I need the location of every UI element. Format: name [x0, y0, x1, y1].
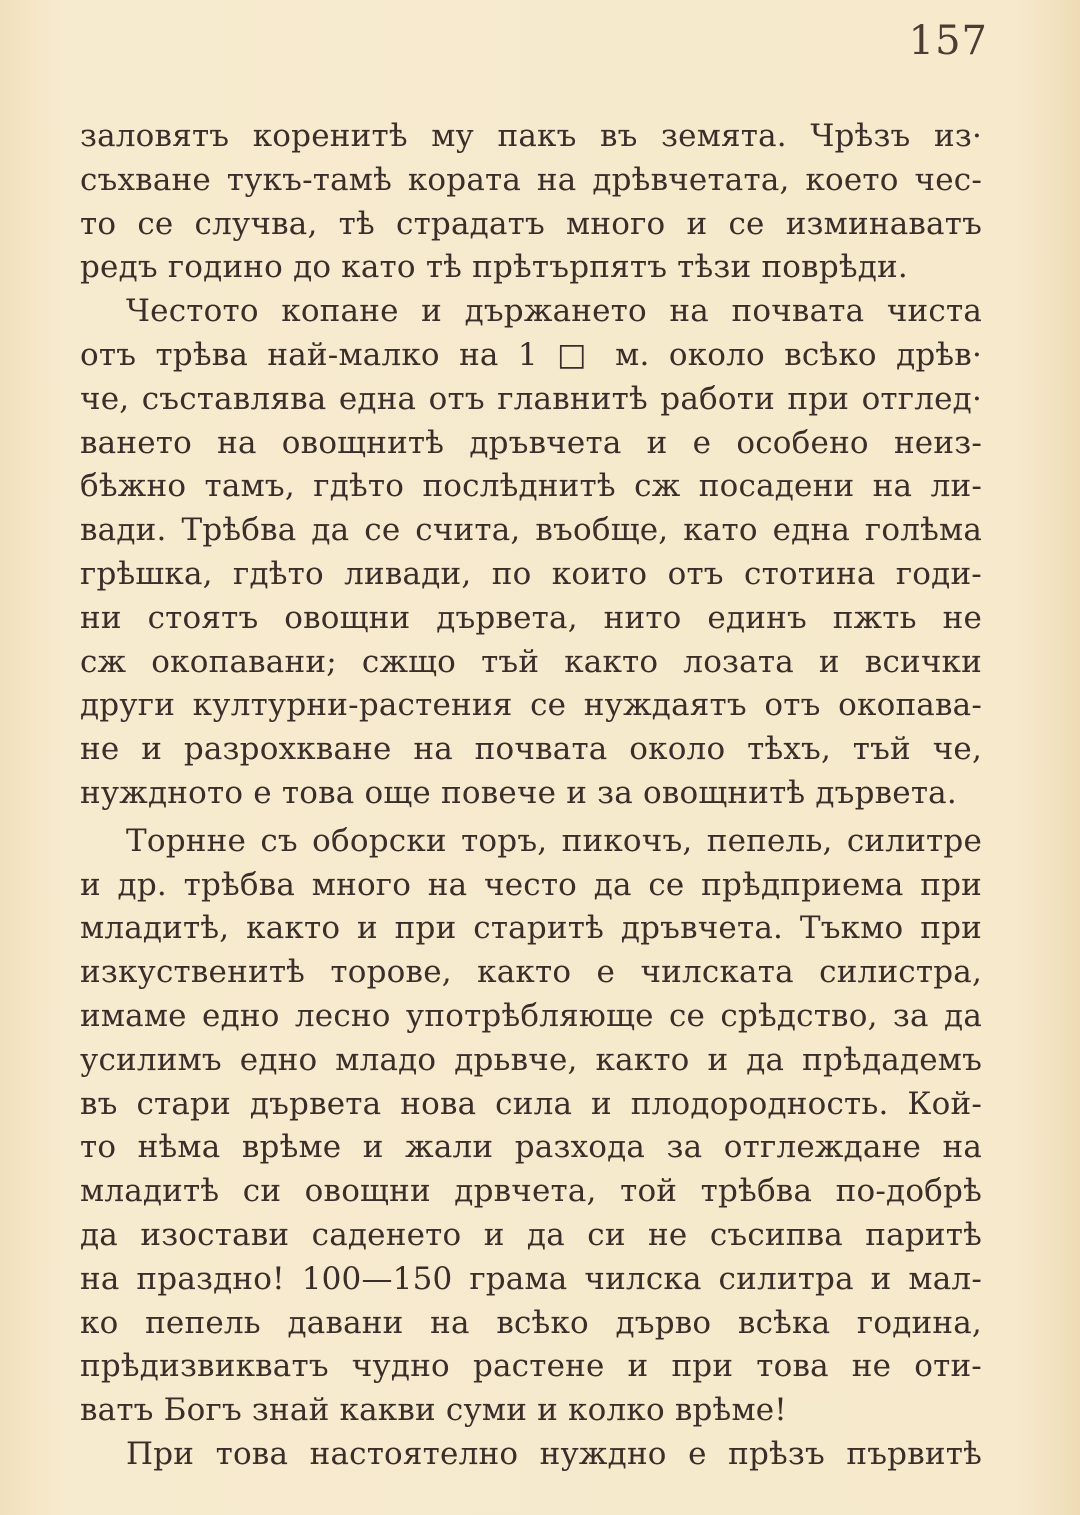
text-line: въ стари дървета нова сила и плодородность. Кой-: [80, 1085, 982, 1122]
text-line: не и разрохкване на почвата около тѣхъ, тъй че,: [80, 731, 982, 768]
text-line: на праздно! 100—150 грама чилска силитра и мал-: [80, 1260, 982, 1297]
text-line: отъ трѣва най-малко на 1 □ м. около всѣко дрѣв·: [80, 336, 982, 373]
text-line: то се случва, тѣ страдатъ много и се изминаватъ: [80, 205, 982, 242]
page-number: 157: [908, 18, 988, 64]
text-line: сж окопавани; сжщо тъй както лозата и всички: [80, 643, 982, 680]
paragraph-3: [80, 820, 982, 1433]
paragraph-1: [80, 115, 982, 290]
text-line: вади. Трѣбва да се счита, въобще, като една голѣма: [80, 512, 982, 549]
text-line: усилимъ едно младо дрьвче, както и да прѣдадемъ: [80, 1041, 982, 1078]
text-line: младитѣ си овощни дрвчета, той трѣбва по-добрѣ: [80, 1173, 982, 1210]
text-line: имаме едно лесно употрѣбляюще се срѣдство, за да: [80, 997, 982, 1034]
text-line: редъ годино до като тѣ прѣтърпятъ тѣзи поврѣди.: [80, 249, 908, 286]
text-line: други културни-растения се нуждаятъ отъ окопава-: [80, 687, 982, 724]
text-line: заловятъ коренитѣ му пакъ въ земята. Чрѣзъ из·: [80, 118, 982, 154]
body-text: [80, 115, 982, 1477]
text-line: При това настоятелно нуждно е прѣзъ първитѣ: [126, 1435, 982, 1472]
text-line: да изостави саденето и да си не съсипва паритѣ: [80, 1216, 982, 1253]
text-line: ването на овощнитѣ дръвчета и е особено неиз-: [80, 424, 982, 461]
text-line: то нѣма врѣме и жали разхода за отглеждане на: [80, 1129, 982, 1166]
text-line: прѣдизвикватъ чудно растене и при това не оти-: [80, 1348, 982, 1385]
text-line: ни стоятъ овощни дървета, нито единъ пжть не: [80, 599, 982, 636]
text-line: младитѣ, както и при старитѣ дръвчета. Тъкмо при: [80, 910, 982, 947]
paragraph-2: [80, 290, 982, 816]
text-line: нуждното е това още повече и за овощнитѣ дървета.: [80, 774, 957, 811]
paragraph-4: [80, 1433, 982, 1477]
text-line: ко пепель давани на всѣко дърво всѣка година,: [80, 1304, 982, 1341]
text-line: бѣжно тамъ, гдѣто послѣднитѣ сж посадени на ли-: [80, 468, 982, 505]
text-line: Торнне съ оборски торъ, пикочъ, пепель, силитре: [126, 822, 982, 859]
text-line: съхване тукъ-тамѣ кората на дрѣвчетата, което чес-: [80, 161, 982, 198]
text-line: грѣшка, гдѣто ливади, по които отъ стотина годи-: [80, 555, 982, 592]
text-line: и др. трѣбва много на често да се прѣдприема при: [80, 866, 982, 903]
text-line: че, съставлява една отъ главнитѣ работи при отглед·: [80, 380, 982, 417]
text-line: изкуственитѣ торове, както е чилската силистра,: [80, 954, 982, 991]
text-line: ватъ Богъ знай какви суми и колко врѣме!: [80, 1392, 787, 1429]
text-line: Честото копане и държането на почвата чиста: [126, 293, 982, 330]
